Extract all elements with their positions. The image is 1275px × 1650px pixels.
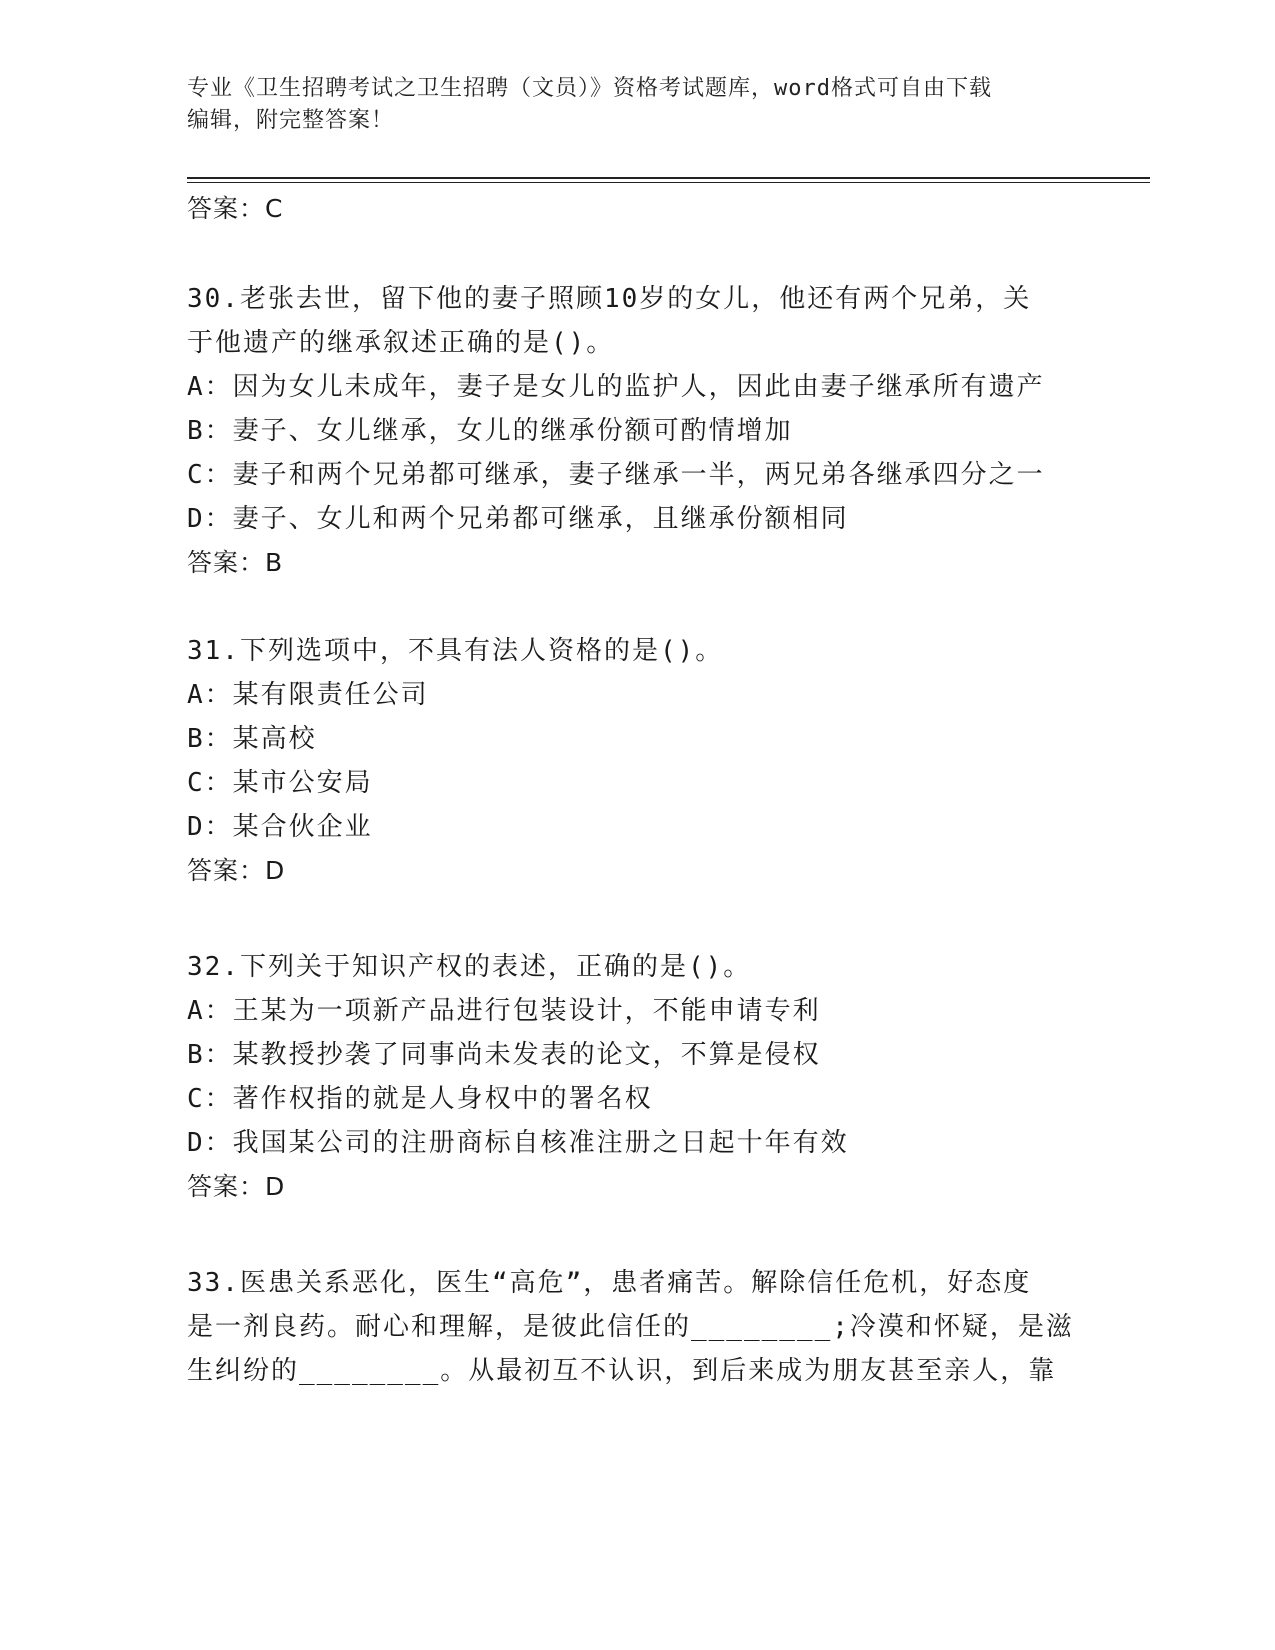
question-stem-line: 31.下列选项中，不具有法人资格的是()。	[187, 636, 724, 666]
question-stem-line: 生纠纷的________。从最初互不认识，到后来成为朋友甚至亲人，靠	[187, 1356, 1057, 1386]
question-stem-line: 33.医患关系恶化，医生“高危”，患者痛苦。解除信任危机，好态度	[187, 1268, 1032, 1298]
question-stem-line: 是一剂良药。耐心和理解，是彼此信任的________;冷漠和怀疑，是滋	[187, 1312, 1074, 1342]
answer-label: 答案：D	[187, 1172, 286, 1201]
option-b: B：妻子、女儿继承，女儿的继承份额可酌情增加	[187, 416, 793, 446]
option-d: D：妻子、女儿和两个兄弟都可继承，且继承份额相同	[187, 504, 849, 534]
option-c: C：著作权指的就是人身权中的署名权	[187, 1084, 653, 1114]
header-divider-thin	[187, 182, 1150, 183]
answer-label: 答案：D	[187, 856, 286, 885]
option-d: D：我国某公司的注册商标自核准注册之日起十年有效	[187, 1128, 849, 1158]
option-d: D：某合伙企业	[187, 812, 373, 842]
option-a: A：因为女儿未成年，妻子是女儿的监护人，因此由妻子继承所有遗产	[187, 372, 1045, 402]
header-divider-thick	[187, 177, 1150, 179]
question-stem-line: 32.下列关于知识产权的表述，正确的是()。	[187, 952, 752, 982]
answer-label: 答案：B	[187, 548, 284, 577]
page-header	[187, 73, 1067, 137]
option-a: A：王某为一项新产品进行包装设计，不能申请专利	[187, 996, 821, 1026]
option-c: C：妻子和两个兄弟都可继承，妻子继承一半，两兄弟各继承四分之一	[187, 460, 1045, 490]
header-line-2: 编辑，附完整答案！	[187, 108, 395, 133]
option-b: B：某高校	[187, 724, 317, 754]
option-b: B：某教授抄袭了同事尚未发表的论文，不算是侵权	[187, 1040, 821, 1070]
question-stem-line: 于他遗产的继承叙述正确的是()。	[187, 328, 615, 358]
header-line-1: 专业《卫生招聘考试之卫生招聘（文员）》资格考试题库，word格式可自由下载	[187, 76, 992, 101]
option-a: A：某有限责任公司	[187, 680, 429, 710]
option-c: C：某市公安局	[187, 768, 373, 798]
answer-label: 答案：C	[187, 194, 284, 223]
question-stem-line: 30.老张去世，留下他的妻子照顾10岁的女儿，他还有两个兄弟，关	[187, 284, 1032, 314]
